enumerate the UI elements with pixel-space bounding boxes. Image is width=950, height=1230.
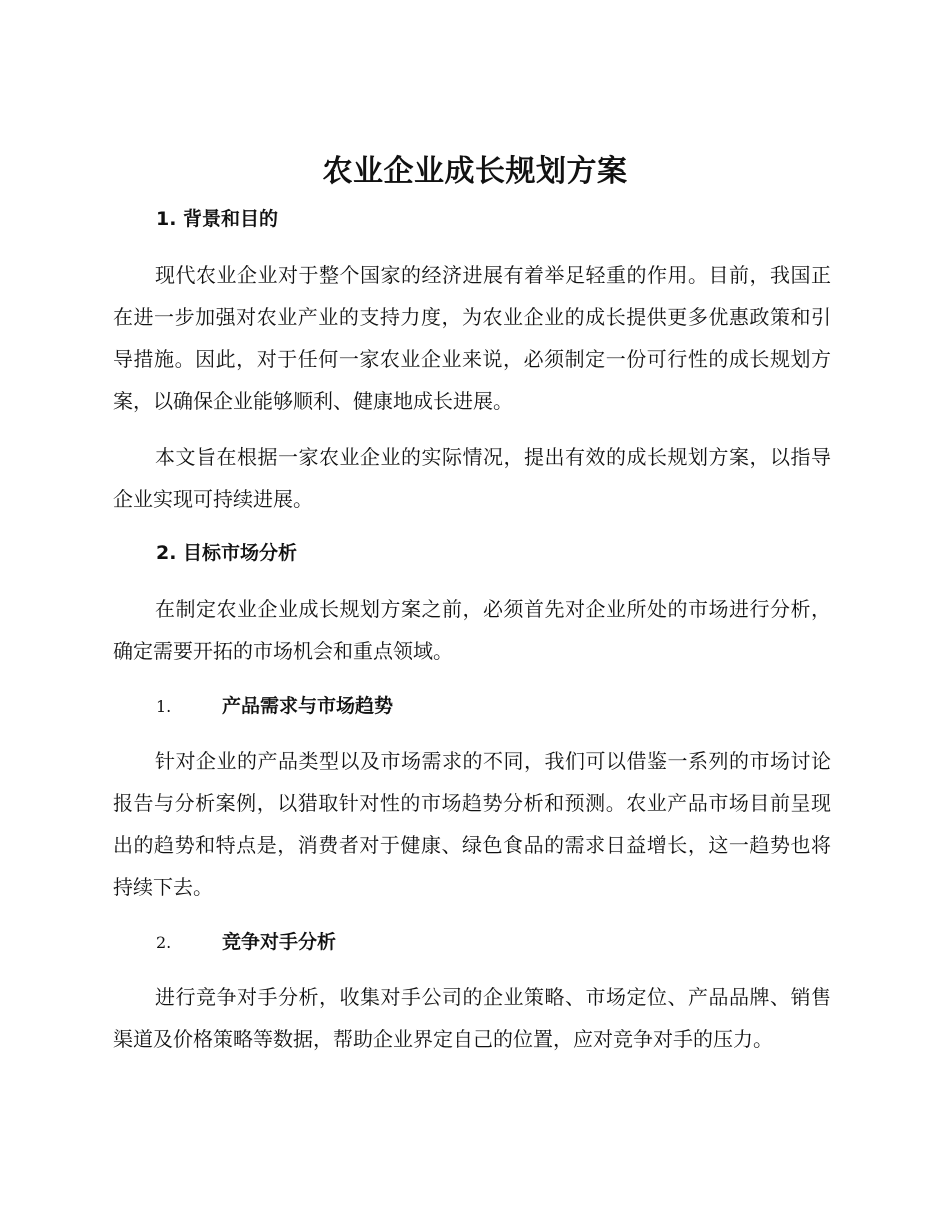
- paragraph-competitor: 进行竞争对手分析，收集对手公司的企业策略、市场定位、产品品牌、销售渠道及价格策略等数据，帮助企业界定自己的位置，应对竞争对手的压力。: [113, 985, 831, 1051]
- paragraph-market-intro: 在制定农业企业成长规划方案之前，必须首先对企业所处的市场进行分析，确定需要开拓的市场机会和重点领域。: [113, 597, 831, 663]
- section-heading-background: 1. 背景和目的: [156, 208, 279, 230]
- paragraph-demand-trend: 针对企业的产品类型以及市场需求的不同，我们可以借鉴一系列的市场讨论报告与分析案例，以猎取针对性的市场趋势分析和预测。农业产品市场目前呈现出的趋势和特点是，消费者对于健康、绿色食品的需求日益增长，这一趋势也将持续下去。: [113, 749, 831, 899]
- paragraph-purpose: 本文旨在根据一家农业企业的实际情况，提出有效的成长规划方案，以指导企业实现可持续进展。: [113, 445, 831, 511]
- subsection-label: 竞争对手分析: [222, 931, 337, 953]
- subsection-label: 产品需求与市场趋势: [222, 695, 394, 717]
- section-heading-market-analysis: 2. 目标市场分析: [156, 542, 298, 564]
- subsection-number: 2.: [156, 933, 172, 952]
- subsection-number: 1.: [156, 697, 172, 716]
- paragraph-background: 现代农业企业对于整个国家的经济进展有着举足轻重的作用。目前，我国正在进一步加强对农业产业的支持力度，为农业企业的成长提供更多优惠政策和引导措施。因此，对于任何一家农业企业来说，必须制定一份可行性的成长规划方案，以确保企业能够顺利、健康地成长进展。: [113, 263, 831, 413]
- subsection-heading-demand-trend: [156, 691, 393, 722]
- subsection-heading-competitor: [156, 927, 336, 958]
- document-title: 农业企业成长规划方案: [322, 154, 628, 189]
